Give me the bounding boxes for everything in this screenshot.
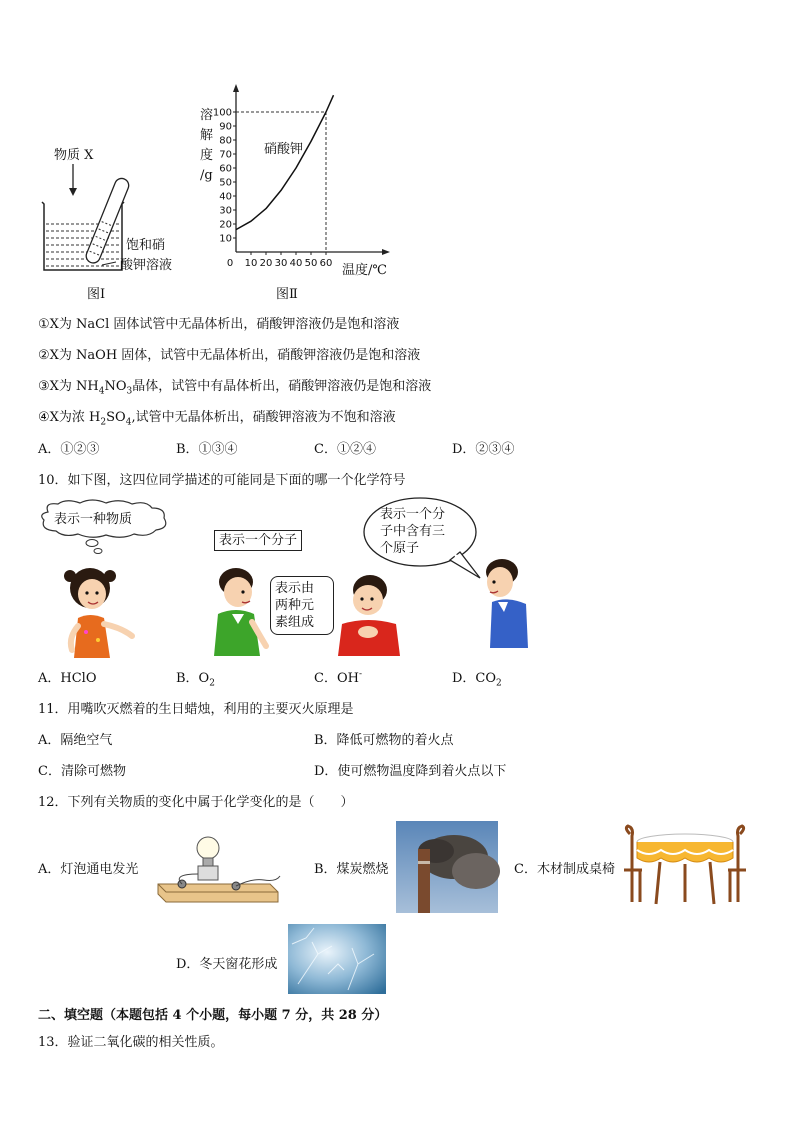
x-tick-label: 40 <box>289 258 303 269</box>
ylabel-char-2: 解 <box>200 128 214 143</box>
figure-1-caption: 图Ⅰ <box>87 287 106 302</box>
y-tick-label: 100 <box>212 107 232 119</box>
y-axis-arrow <box>233 84 239 92</box>
q9-statement-4: ④X为浓 $H_2SO_4$,试管中无晶体析出，硝酸钾溶液为不饱和溶液 <box>38 410 396 428</box>
q10-option-d[interactable]: D．$CO_2$ <box>452 671 502 689</box>
x-tick-label: 0 <box>226 258 234 269</box>
curve-label: 硝酸钾 <box>264 142 304 157</box>
figure-1 <box>36 140 196 310</box>
q9-option-d[interactable]: D．②③④ <box>452 442 515 457</box>
y-tick-label: 20 <box>219 219 232 231</box>
student-girl-illustration <box>56 566 142 658</box>
solution-label-line1: 饱和硝 <box>126 238 166 253</box>
student-boy-red-illustration <box>334 572 404 656</box>
ylabel-char-3: 度 <box>200 148 214 163</box>
y-tick-label: 70 <box>219 149 232 161</box>
y-tick-label: 40 <box>219 191 232 203</box>
burning-coal-chimney-image <box>396 821 498 913</box>
q10-option-c[interactable]: C．OH- <box>314 669 362 686</box>
solution-label-line2: 酸钾溶液 <box>120 258 173 273</box>
q11-option-b[interactable]: B．降低可燃物的着火点 <box>314 733 454 748</box>
y-tick-label: 10 <box>219 233 232 245</box>
q9-statement-2: ②X为 NaOH 固体，试管中无晶体析出，硝酸钾溶液仍是饱和溶液 <box>38 348 421 363</box>
bubble-3-line: 素组成 <box>275 615 315 630</box>
x-tick-label: 20 <box>259 258 273 269</box>
q12-option-b[interactable]: B．煤炭燃烧 <box>314 862 389 877</box>
y-tick-label: 50 <box>219 177 232 189</box>
x-tick-label: 30 <box>274 258 288 269</box>
x-tick-label: 50 <box>304 258 318 269</box>
y-tick-label: 90 <box>219 121 232 133</box>
y-tick-label: 60 <box>219 163 232 175</box>
figure-2 <box>196 84 406 304</box>
ylabel-char-1: 溶 <box>200 108 214 123</box>
substance-x-label: 物质 X <box>54 148 94 163</box>
q13-stem: 13．验证二氧化碳的相关性质。 <box>38 1035 224 1050</box>
figure-2-caption: 图Ⅱ <box>276 287 298 302</box>
bubble-4-line: 子中含有三 <box>380 524 446 539</box>
section-2-heading: 二、填空题（本题包括 4 个小题，每小题 7 分，共 28 分） <box>38 1008 388 1023</box>
bubble-2 <box>214 530 302 551</box>
frost-window-image <box>288 924 386 994</box>
y-tick-label: 80 <box>219 135 232 147</box>
bubble-4-line: 表示一个分 <box>380 507 446 522</box>
bubble-1-text: 表示一种物质 <box>54 512 133 527</box>
q12-option-a[interactable]: A．灯泡通电发光 <box>38 862 139 877</box>
q12-option-d[interactable]: D．冬天窗花形成 <box>176 957 278 972</box>
student-boy-blue-illustration <box>476 556 534 648</box>
q12-stem: 12．下列有关物质的变化中属于化学变化的是（ ） <box>38 795 354 810</box>
q9-statement-1: ①X为 NaCl 固体试管中无晶体析出，硝酸钾溶液仍是饱和溶液 <box>38 317 400 332</box>
x-axis-arrow <box>382 249 390 255</box>
y-tick-label: 30 <box>219 205 232 217</box>
bubble-2-text: 表示一个分子 <box>219 533 298 548</box>
q11-option-a[interactable]: A．隔绝空气 <box>38 733 113 748</box>
q10-option-a[interactable]: A．HClO <box>38 671 97 686</box>
q10-option-b[interactable]: B．$O_2$ <box>176 671 215 689</box>
bubble-3 <box>270 576 334 635</box>
bubble-3-line: 两种元 <box>275 598 315 613</box>
x-axis-label: 温度/℃ <box>342 263 387 278</box>
ylabel-char-4: /g <box>200 168 213 183</box>
x-tick-label: 10 <box>244 258 258 269</box>
student-boy-green-illustration <box>208 566 272 656</box>
q10-stem: 10．如下图，这四位同学描述的可能同是下面的哪一个化学符号 <box>38 473 406 488</box>
table-chairs-image <box>620 826 750 906</box>
solubility-chart <box>212 84 406 274</box>
series-line-kno3 <box>236 95 334 229</box>
x-tick-label: 60 <box>319 258 333 269</box>
bubble-4-line: 个原子 <box>380 541 420 556</box>
q9-option-c[interactable]: C．①②④ <box>314 442 376 457</box>
q11-stem: 11．用嘴吹灭燃着的生日蜡烛，利用的主要灭火原理是 <box>38 702 354 717</box>
q9-statement-3: ③X为 $NH_4NO_3$晶体，试管中有晶体析出，硝酸钾溶液仍是饱和溶液 <box>38 379 432 397</box>
q9-option-b[interactable]: B．①③④ <box>176 442 238 457</box>
lightbulb-circuit-image <box>152 834 284 906</box>
bubble-3-line: 表示由 <box>275 581 315 596</box>
bubble-4-text <box>380 506 445 557</box>
q9-option-a[interactable]: A．①②③ <box>38 442 100 457</box>
q12-option-c[interactable]: C．木材制成桌椅 <box>514 862 615 877</box>
q11-option-c[interactable]: C．清除可燃物 <box>38 764 126 779</box>
q11-option-d[interactable]: D．使可燃物温度降到着火点以下 <box>314 764 507 779</box>
